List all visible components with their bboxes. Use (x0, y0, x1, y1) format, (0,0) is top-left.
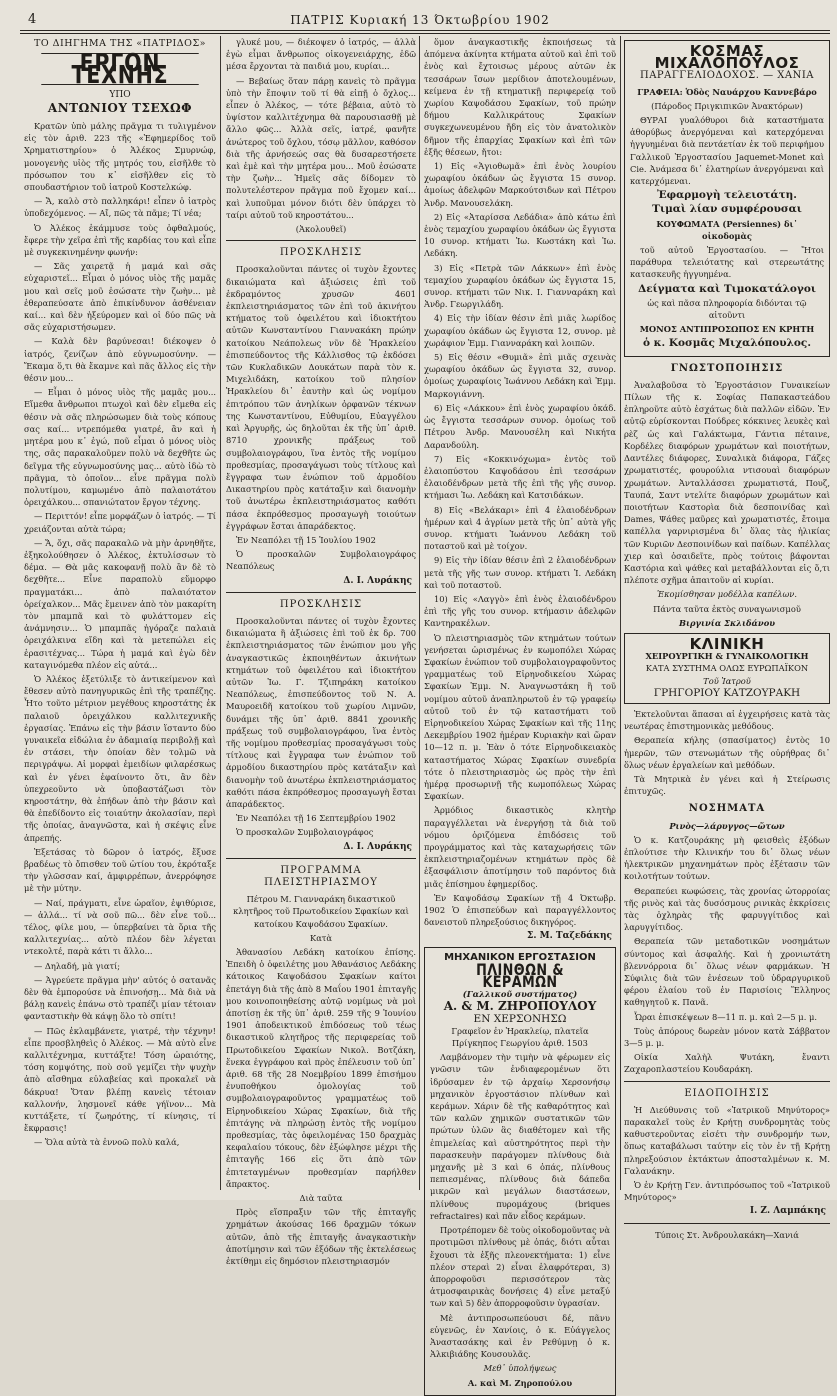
announcement-heading: ΕΙΔΟΠΟΙΗΣΙΣ (684, 1087, 770, 1099)
paragraph: 9) Εἰς τὴν ἰδίαν θέσιν ἐπὶ 2 ἐλαιοδένδρων μετὰ τῆς γῆς των συνορ. κτήματι Ἰ. Λεδάκη καὶ τοῦ ποταστοῦ. (424, 555, 616, 590)
paragraph: Ἐν Καψοδάσῳ Σφακίων τῇ 4 Ὀκτωβρ. 1902 Ὁ ἐπισπεύδων καὶ παραγγέλλοντος δανειστοῦ πληρεξούσιος δικηγόρος. (424, 892, 616, 928)
kosmas-ad (624, 40, 830, 357)
kosmas-ad-office: ΓΡΑΦΕΙΑ: Ὁδὸς Ναυάρχου Καννεβάρο (637, 86, 817, 97)
factory-ad-line-2: ΠΛΙΝΘΩΝ & ΚΕΡΑΜΩΝ (476, 959, 564, 992)
diseases-body (624, 834, 830, 1076)
auction-signature: Σ. Μ. Ταζεδάκης (527, 931, 612, 942)
divider (624, 1081, 830, 1082)
clinic-system: ΚΑΤΑ ΣΥΣΤΗΜΑ ΟΛΩΣ ΕΥΡΩΠΑΪΚΟΝ (645, 663, 809, 674)
auction-program-continuation (424, 36, 616, 928)
paragraph: — Ἄ, ὄχι, σᾶς παρακαλῶ νὰ μὴν ἀρνηθῆτε, ἐξηκολούθησεν ὁ Ἀλέκος, ἐκτυλίσσων τὸ δέμα. — Θὰ μᾶς κακοφανῇ πολὺ ἂν δὲ τὸ δεχθῆτε... Εἶνε παραπολὺ εὔμορφο πραγματάκι... ἀπὸ παλαιότατον ὀρείχαλκον... Μᾶς ἔμεινεν ἀπὸ τὸν μακαρίτη τὸν μπαμπᾶ καὶ τὸ φυλάττομεν εἰς ἀνάμνησιν... Ὁ μπαμπᾶς ἠγόραζε παλαιὰ ὀρειχάλκινα εἴδη καὶ τὰ μετεπώλει εἰς ἐρασιτέχνας... Τώρα ἡ μαμά καὶ ἐγὼ δὲν καταγινόμεθα πλέον εἰς αὐτά... (24, 537, 216, 670)
kosmas-ad-h1: Ἐφαρμογὴ τελειοτάτη. (657, 189, 797, 202)
paragraph: Ὁ Ἀλέκος ἐξετύλιξε τὸ ἀντικείμενον καὶ ἔθεσεν αὐτὸ πανηγυρικῶς ἐπὶ τῆς τραπέζης. Ἦτο τοῦτο μέτριον μεγέθους κηροστάτης ἐκ παλαιοῦ ὀρειχάλκου καλλιτεχνικῆς ἐργασίας. Ἐπάνω εἰς τὴν βάσιν ἵσταντο δύο γυναικεῖα εἰδώλια ἐν ἀδαμιαίᾳ περιβολῇ καὶ ἐν στάσει, τὴν ὁποίαν δὲν τολμῶ νὰ περιγράψω. Αἱ μορφαὶ ἐμειδίων φιλαρέσκως καὶ ἐν γένει ἐφαίνοντο ὅτι, ἂν δὲν ὑπεχρεοῦντο νὰ ὑποβαστάζωσι τὸν κηροστάτην, θὰ ἐπήδων ἀπὸ τὴν βάσιν καὶ θὰ ἐπεδίδοντο εἰς τοιαύτην ἀκολασίαν, περὶ τῆς ὁποίας, ἀναγνῶστα, καὶ ἡ σκέψις εἶνε ἀπρεπής. (24, 673, 216, 843)
paragraph: Οἰκία Χαλὴλ Ψυτάκη, ἔναντι Ζαχαροπλαστείου Κουδαράκη. (624, 1052, 830, 1075)
clinic-ad (624, 633, 830, 704)
kosmas-ad-text-2: τοῦ αὐτοῦ Ἐργοστασίου. — Ἤτοι παράθυρα τελειότατης καὶ στερεωτάτης κατασκευῆς ἠγγυημένα. (630, 245, 824, 280)
page-number: 4 (28, 12, 37, 27)
story-author: ΑΝΤΩΝΙΟΥ ΤΣΕΧΩΦ (47, 100, 193, 115)
paragraph: — Εἶμαι ὁ μόνος υἱὸς τῆς μαμᾶς μου... Εἴμεθα ἄνθρωποι πτωχοὶ καὶ δὲν εἴμεθα εἰς θέσιν νὰ σᾶς πληρώσωμεν διὰ τοὺς κόπους σας καί... ντρεπόμεθα γιατρέ, ἂν καὶ ἡ μητέρα μου κ᾽ ἐγώ, ποῦ εἶμαι ὁ μόνος υἱὸς της, σᾶς παρακαλοῦμεν πολὺ νὰ δεχθῆτε ὡς δεῖγμα τῆς εὐγνωμοσύνης μας... αὐτὸ ἰδὼ τὸ πρᾶγμα, τὸ ὁποῖον... εἶνε πρᾶγμα πολὺ πολυτίμου, καμωμένο ἀπὸ παλαιοτάτου ὀρειχάλκου... σπανιώτατον ἔργον τέχνης. (24, 387, 216, 508)
column-1-story (24, 36, 216, 1190)
hat-workshop-note-2: Πάντα ταῦτα ἐκτὸς συναγωνισμοῦ (653, 603, 801, 614)
auction-program-diataxis: Διὰ ταῦτα (299, 1193, 343, 1204)
diseases-heading: ΝΟΣΗΜΑΤΑ (688, 803, 766, 815)
notice-2-heading: ΠΡΟΣΚΛΗΣΙΣ (279, 598, 363, 610)
kosmas-ad-sub: ΠΑΡΑΓΓΕΛΙΟΔΟΧΟΣ. — ΧΑΝΙΑ (639, 70, 815, 82)
story-continuation (226, 36, 416, 221)
announcement-signature: Ι. Ζ. Λαμπάκης (749, 1206, 826, 1217)
notice-heading: ΓΝΩΣΤΟΠΟΙΗΣΙΣ (670, 362, 784, 374)
divider (226, 858, 416, 859)
announcement-text: Ἡ Διεύθυνσις τοῦ «Ἰατρικοῦ Μηνύτορος» παρακαλεῖ τοὺς ἐν Κρήτῃ συνδρομητὰς τοὺς καθυστεροῦντας εἰσέτι τὴν συνδρομήν των, ὅπως καταβάλωσι ταύτην εἰς τὸν ἐν τῇ Κρήτῃ πληρεξούσιον ἐκτάκτων ἀποσταλμένων κ. Μ. Γαλανάκην. (624, 1104, 830, 1176)
notice-2-place: Ἐν Νεαπόλει τῇ 16 Σεπτεμβρίου 1902 (236, 813, 396, 824)
masthead-rule (20, 30, 830, 31)
paragraph: 5) Εἰς θέσιν «Θυμιᾶ» ἐπὶ μιᾶς σχεινὰς χωραφίου ὀκάδων ὡς ἔγγιστα 32, συνορ. ὁμοίως χωραφίοις Ἰωάννου Λεδάκη καὶ Ἐμμ. Μαρκογιάννη. (424, 352, 616, 399)
divider (226, 592, 416, 593)
paragraph: Μὲ ἀντιπροσωπεύουσι δέ, πᾶνυ εὐγενῶς, ἐν Χανίοις, ὁ κ. Εὐάγγελος Ἀναστασάκης καὶ ἐν Ρεθύμνῃ ὁ κ. Ἀλκιβιάδης Κουσουλᾶς. (430, 1312, 610, 1360)
diseases-subheading: Ρινὸς—λάρυγγος—ὤτων (669, 820, 785, 831)
paragraph: Κρατῶν ὑπὸ μάλης πρᾶγμα τι τυλιγμένον εἰς τὸν ἀριθ. 223 τῆς «Ἐφημερίδος τοῦ Χρηματιστηρίου» ὁ Ἀλέκος Σμυρνώφ, μονογενὴς υἱὸς τῆς μητρός του, εἰσῆλθε τὸ πρόσωπον του κ᾽ εἰσῆλθεν εἰς τὸ σπουδαστήριον τοῦ ἰατροῦ Κοστελκώφ. (24, 121, 216, 193)
paragraph: Ἀρμόδιος δικαστικὸς κλητὴρ παραγγέλλεται νὰ ἐνεργήσῃ τὰ διὰ τοῦ νόμου ὁριζόμενα ἐπιδόσεις τοῦ προγράμματος καὶ τὰς καταχωρήσεις τῶν ἐκπλειστηριαζομένων κτημάτων πρὸς δὲ ἐξασφάλισιν ἀποτίμησιν τοῦ παρόντος διὰ μιᾶς ἐπίσημου ἐφημερίδος. (424, 805, 616, 889)
paragraph: γλυκέ μου, — διέκοψεν ὁ ἰατρός, — ἀλλὰ ἐγὼ εἶμαι ἄνθρωπος οἰκογενειάρχης, ἐδῶ μέσα ἔρχονται τὰ παιδιά μου, κυρίαι... (226, 37, 416, 72)
auction-program-intro: Πέτρου Μ. Γιανναράκη δικαστικοῦ κλητῆρος τοῦ Πρωτοδικείου Σφακίων καὶ κατοίκου Καψοδάσου Σφακίων. (233, 894, 409, 929)
story-continued-note: (Ἀκολουθεῖ) (295, 224, 347, 235)
column-divider (620, 36, 621, 1190)
paragraph: — Δηλαδή, μὰ γιατί; (34, 960, 121, 971)
clinic-doctor-name: ΓΡΗΓΟΡΙΟΥ ΚΑΤΖΟΥΡΑΚΗ (653, 686, 801, 699)
notice-1-role: Ὁ προσκαλῶν Συμβολαιογράφος Νεαπόλεως (226, 549, 416, 572)
clinic-body (624, 708, 830, 797)
paragraph: Ὁ Ἀλέκος ἐκάμμυσε τοὺς ὀφθαλμούς, ἔφερε τὴν χεῖρα ἐπὶ τῆς καρδίας του καὶ εἶπε μὲ συγκεκινημένην φωνήν: (24, 222, 216, 258)
divider (624, 1223, 830, 1224)
clinic-title: ΚΛΙΝΙΚΗ (689, 634, 765, 653)
masthead-title: ΠΑΤΡΙΣ Κυριακή 13 Όκτωβρίου 1902 (290, 13, 550, 27)
kosmas-ad-text-1: ΘΥΡΑΙ γυαλόθυροι διὰ καταστήματα ἀθορύβως ἀνεργόμεναι καὶ κατερχόμεναι ἠγγυημέναι διὰ πεντάετίαν ἐκ τοῦ περιφήμου Γαλλικοῦ Ἐργοστασίου Jaquemet-Monet καὶ Cie. Ἀνάμεσα δι᾽ ἐλατηρίων ἀνεργόμεναι καὶ κατερχόμεναι. (630, 115, 824, 187)
factory-ad-footer-1: Μεθ᾽ ὑπολήψεως (483, 1363, 557, 1374)
paragraph: Προτρέπομεν δὲ τοὺς οἰκοδομοῦντας νὰ προτιμῶσι πλίνθους μὲ ὀπάς, διότι αὗται ἔχουσι τὰ ἑξῆς πλεονεκτήματα: 1) εἶνε πλέον στεραὶ 2) εἶναι ἐλαφρότεραι, 3) ἀπορροφοῦσι περισσότερον τὰς ἀτμοσφαιρικὰς δονήσεις 4) εἶνε μεταξύ των καὶ 5) δὲν ἀπορροφοῦσιν ὑγρασίαν. (430, 1225, 610, 1309)
auction-program-kata: Κατὰ (310, 932, 332, 943)
paragraph: Ὧραι ἐπισκέψεων 8—11 π. μ. καὶ 2—5 μ. μ. (634, 1011, 818, 1022)
auction-program-text: Ἀθανασίου Λεδάκη κατοίκου ἐπίσης. Ἐπειδὴ ὁ ὀφειλέτης μου Ἀθανάσιος Λεδάκης κάτοικος Καψοδάσου Σφακίων καίτοι ἐπετάγη διὰ τῆς ἀπὸ 8 Μαΐου 1901 ἐπιταγῆς μου κοινοποιηθείσης αὐτῷ νομίμως νὰ μοὶ ἀποτίσῃ ἐκ τῆς ὑπ᾽ ἀριθ. 259 τῆς 9 Ἰουνίου 1901 ἀποδεικτικοῦ ἐπιδόσεως τοῦ τέως δικαστικοῦ κλητῆρος τῆς περιφερείας τοῦ Πρωτοδικείου Σφακίων Νικολ. Βοτζάκη, ἕνεκα ἐγγράφου καὶ πρὸς ἐπέλευσιν τοῦ ὑπ᾽ ἀριθ. 68 τῆς 28 Νοεμβρίου 1899 ἐπισήμου ἐνυποθήκου ὁμολογίας τοῦ συμβολαιογραφοῦντος γραμματέως τοῦ Εἰρηνοδικείου Χώρας Σφακίων, διὰ τῆς ἐπιτάγης νὰ πληρώσῃ ἐντὸς τῆς νομίμου προθεσμίας, τὰς ὀφειλομένας 150 δραχμὰς κεφαλαίου τόκους, δὲν ἐξώφλησε μέχρι τῆς ἐπιταγῆς 166 εἰς ὅτι ἀπὸ τῶν ἐπιτεταγμένων προθεσμίαν παρήλθεν ἄπρακτος. (226, 947, 416, 1189)
paragraph: — Καλὰ δὲν βαρύνεσαι! διέκοψεν ὁ ἰατρός, ζενίζων ἀπὸ εὐγνωμοσύνην. — Ἔκαμα ὅ,τι θὰ ἔκαμνε καὶ πᾶς ἄλλος εἰς τὴν θέσιν μου... (24, 336, 216, 384)
paragraph: Ἐκτελοῦνται ἅπασαι αἱ ἐγχειρήσεις κατὰ τὰς νεωτέρας ἐπιστημονικὰς μεθόδους. (624, 708, 830, 732)
factory-ad-footer-2: Α. καὶ Μ. Ζηροπούλου (467, 1377, 573, 1388)
notice-1-signature: Δ. Ι. Λυράκης (343, 575, 412, 586)
story-body (24, 120, 216, 1149)
paragraph: — Περιττόν! εἶπε μορφάζων ὁ ἰατρός. — Τί χρειάζονται αὐτὰ τώρα; (24, 511, 216, 534)
factory-ad-line-3: (Γαλλικοῦ συστήματος) (462, 989, 578, 1000)
notice-1-heading: ΠΡΟΣΚΛΗΣΙΣ (279, 247, 363, 259)
hat-workshop-note: Ἐκομίσθησαν μοδέλλα καπέλων. (657, 589, 797, 600)
paragraph: 1) Εἰς «Ἀγιοθωμᾶ» ἐπὶ ἑνὸς λουρίου χωραφίου ὀκάδων ὡς ἔγγιστα 15 συνορ. ἀμοίως ἀδελφῶν Μαρκούτσιδων καὶ Πέτρου Ἀνδρ. Μανουσελάκη. (424, 161, 616, 208)
paragraph: — Ναί, πράγματι, εἶνε ὡραῖον, ἐψιθύρισε, — ἀλλά... τί νὰ σοῦ πῶ... δὲν εἶνε τοῦ... τέλος, φίλε μου, — ὑπερβαίνει τὰ ὅρια τῆς καλλιτεχνίας... αὐτὸ πλέον δὲν λέγεται ντεκολτέ, παρὰ κάτι τι ἄλλο... (24, 897, 216, 957)
paragraph: Ὁ πλειστηριασμὸς τῶν κτημάτων τούτων γενήσεται ὡρισμένως ἐν κωμοπόλει Χώρας Σφακίων ἐνώπιον τοῦ συμβολαιογραφοῦντος γραμματέως τοῦ Εἰρηνοδικείου Χώρας Σφακίων Ἐμμ. Ν. Ἀναγνωστάκη ἢ τοῦ νομίμου αὐτοῦ ἀναπληρωτοῦ ἐν τῷ γραφείῳ αὐτοῦ τοῦ ἐν τῷ καταστήματι τοῦ Εἰρηνοδικείου Χώρας Σφακίων καὶ τῆς 11ης Δεκεμβρίου 1902 ἡμέραν Κυριακὴν καὶ ὥραν 10—12 π. μ. Ἐὰν ὁ τότε Εἰρηνοδικειακὸς καταστήματος Χώρας Σφακίων συνεδρία τότε ὁ πλειστηριασμὸς ὡς πρὸς τὴν ἐπὶ ἡμέρᾳ προσωρινῇ τῆς κωμοπόλεως Χώρας Σφακίων. (424, 632, 616, 802)
kosmas-ad-h5: ΜΟΝΟΣ ΑΝΤΙΠΡΟΣΩΠΟΣ ΕΝ ΚΡΗΤΗ (639, 324, 815, 335)
paragraph: Τὰ Μητρικὰ ἐν γένει καὶ ἡ Στείρωσις ἐπιτυχῶς. (624, 773, 830, 797)
paragraph: — Ἀγρεύετε πρᾶγμα μὴν' αὐτός ὁ σατανᾶς δὲν θὰ ἐμπορούσε νὰ ἐπινοήσῃ... Μὰ διὰ νὰ βάλῃ κανεὶς ἐπάνω στὸ τραπέζι μίαν τέτοιαν φανταστικὴν θὰ κάψῃ ὅλο τὸ σπίτι! (24, 974, 216, 1022)
story-title: ΕΡΓΟΝ ΤΕΧΝΗΣ (41, 53, 198, 84)
story-by: ΥΠΟ (109, 89, 131, 100)
notice-1-place: Ἐν Νεαπόλει τῇ 15 Ἰουλίου 1902 (236, 534, 376, 545)
factory-ad-body (430, 1051, 610, 1360)
kosmas-ad-h2: Τιμαὶ λίαν συμφέρουσαι (652, 203, 802, 216)
kosmas-ad-h3: ΚΟΥΦΩΜΑΤΑ (Persiennes) δι᾽ οἰκοδομὰς (656, 218, 798, 241)
column-divider (419, 36, 420, 1190)
clinic-subtitle: ΧΕΙΡΟΥΡΓΙΚΗ & ΓΥΝΑΙΚΟΛΟΓΙΚΗ (645, 651, 809, 662)
clinic-doctor-label: Τοῦ Ἰατροῦ (703, 675, 751, 686)
hat-workshop-text: Ἀναλαβοῦσα τὸ Ἐργοστάσιον Γυναικείων Πίλων τῆς κ. Σοφίας Παπακαστεάδου ἐπληροῦτε αὐτὸ ἐσχάτως διὰ παλλῶν εἰδῶν. Ἐν αὐτῷ εὑρίσκονται Πούδρες κόκκινες λευκὲς καὶ ρὲζ ὡς καὶ Γαλάκτωμα, Γάντια πέταινε, Κορδέλες διαφόρων χρωμάτων καὶ ποιοτήτων, Δαντέλες διάφορες, Συναλικὰ διάφορα, Γάζες χρωματιστές, φουρούλια ντισουαὶ διαφόρων χρωμάτων. Ἀνταλλάσσει χρωματιστά, Πουζ, Ταυπά, Σαντ ντελίτε διαφόρων χρωμάτων καὶ ποιοτήτων Καστορὶα διὰ δεσποινίδας καὶ Dames, Ψάθες μαῦρες καὶ χρωματιστές, ἔτοιμα καπέλλα γαρνιρισμένα δι᾽ ὅλας τὰς ἡλικίας τῶν Κυριῶν Δεσποινίδων καὶ παίδων. Καπέλλας χιερ καὶ ὀσαιδεῖτε, πρὸς τούτοις βάφονται Καστόρια καὶ ψάθες καὶ μεταβάλλονται εἰς ὅ,τι πλέποτε σχῆμα ἀπαιτοῦν αἱ κυρίαι. (624, 379, 830, 586)
hat-workshop-signature: Βιργινία Σκλιδάνου (679, 617, 775, 628)
paragraph: — Βεβαίως ὅταν πάρῃ κανεὶς τὸ πρᾶγμα ὑπὸ τὴν ἔποψιν τοῦ τί θὰ εἰπῇ ὁ ὄχλος... εἶπεν ὁ Ἀλέκος, — τότε βέβαια, αὐτὸ τὸ ὑψίστον καλλιτέχνημα θὰ παρουσιασθῇ μὲ ἄλλο φῶς... Ἀλλὰ σεῖς, ἰατρέ, φανῆτε ἀνώτερος τοῦ ὄχλου, τόσῳ μᾶλλον, καθόσον διὰ τῆς ἀρνήσεώς σας θὰ δυσαρεστήσετε καὶ ἐμὲ καὶ τὴν μητέρα μου... Μοῦ ἐσώσατε τὴν ζωὴν... Ἡμεῖς σᾶς δίδομεν τὸ πολυτελέστερον πρᾶγμα ποῦ ἔχομεν καί... καὶ λυποῦμαι μόνον διότι δὲν ὑπάρχει τὸ ταίρι αὐτοῦ τοῦ κηροστάτου... (226, 75, 416, 220)
notice-2-role: Ὁ προσκαλῶν Συμβολαιογράφος (236, 827, 374, 838)
kosmas-ad-name: ΚΟΣΜΑΣ ΜΙΧΑΛΟΠΟΥΛΟΣ (654, 42, 800, 73)
auction-program-heading: ΠΡΟΓΡΑΜΜΑ ΠΛΕΙΣΤΗΡΙΑΣΜΟΥ (264, 864, 378, 888)
kosmas-ad-location: (Πάροδος Πριγκιπικῶν Ἀνακτόρων) (651, 100, 803, 111)
paragraph: Θεραπεύει κωφώσεις, τὰς χρονίας ὠτορροίας τῆς ρινὸς καὶ τὰς δυσόσμους ρινικὰς ἐκκρίσεις τὰς ὀχληρὰς τῆς φαρυγγίτιδος καὶ λαρυγγίτιδος. (624, 885, 830, 933)
notice-2-text: Προσκαλοῦνται πάντες οἱ τυχὸν ἔχοντες δικαιώματα ἢ ἀξιώσεις ἐπὶ τοῦ ἐκ δρ. 700 ἐκπλειστηριάσματος τῶν ἐνώπιον μου γῆς ἀναγκαστικῶς ἐκποιηθέντων ἀκινήτων κτημάτων τοῦ ὀφειλέτου καὶ ἰδιοκτήτου αὐτῶν Ἰω. Γ. Τζιπηράκη κατοίκου Νεαπόλεως, ἐπισπεύδοντος τοῦ Ν. Α. Μαυροειδῆ κατοίκου τοῦ χωρίου Λιμνῶν, δυνάμει τῆς ὑπ᾽ ἀριθ. 8841 χρονικῆς πράξεως τοῦ συμβολαιογράφου, ἵνα ἐντὸς τῆς νομίμου προθεσμίας προσαγάγωσι τοὺς τίτλους καὶ ἔγγραφα των ἐνώπιον τοῦ ἁρμοδίου δικαστηρίου πρὸς κατάταξιν καὶ διανομὴν τοῦ ἀνωτέρω ἐκπλειστηριάσματος καθότι πάσα ἐκπρόθεσμος προσαγωγὴ ἔσται ἀπαράδεκτος. (226, 615, 416, 809)
paragraph: — Ἄ, καλὸ στὸ παλληκάρι! εἶπεν ὁ ἰατρὸς ὑποδεχόμενος. — Αἴ, πῶς τὰ πᾶμε; Τί νέα; (24, 196, 216, 219)
paragraph: 8) Εἰς «Βελάκαρι» ἐπὶ 4 ἐλαιοδένδρων ἡμέρων καὶ 4 ἀγρίων μετὰ τῆς ὑπ᾽ αὐτὰ γῆς συνορ. κτήματι Ἰωάννου Λεδάκη τοῦ ποταστοῦ καὶ μὲ τοίχον. (424, 504, 616, 552)
paragraph: Τοὺς ἀπόρους δωρεὰν μόνον κατὰ Σάββατον 3—5 μ. μ. (624, 1025, 830, 1049)
factory-ad-line-5: ΕΝ ΧΕΡΣΟΝΗΣΩ (473, 1012, 567, 1025)
paragraph: 2) Εἰς «Ἀταρίσσα Λεδάδια» ἀπὸ κάτω ἐπὶ ἑνὸς τεμαχίου χωραφίου ὀκάδων ὡς ἔγγιστα 10 συνορ. κτήματι Ἰω. Κωστάκη καὶ Ἰω. Λεδάκη. (424, 211, 616, 259)
factory-ad-office: Γραφεῖον ἐν Ἡρακλείῳ, πλατεῖα Πρίγκηπος Γεωργίου ἀριθ. 1503 (451, 1025, 589, 1049)
paragraph: Θεραπεία τῶν μεταδοτικῶν νοσημάτων σύντομος καὶ ἀσφαλής. Καὶ ἡ χρονιωτάτη βλεννόρροια δι᾽ ὅλως νέων φαρμάκων. Ἡ Σύφιλις διὰ τῶν ἐνέσεων τοῦ ὑδραργυρικοῦ φέρου ἐλαίου τοῦ ἐν Παρισίοις Ἕλληνος καθηγητοῦ κ. Πανᾶ. (624, 936, 830, 1008)
kosmas-ad-text-3: ὡς καὶ πᾶσα πληροφορία διδόνται τῷ αἰτοῦντι (647, 297, 807, 321)
paragraph: — Σᾶς χαιρετᾷ ἡ μαμά καὶ σᾶς εὐχαριστεῖ... Εἶμαι ὁ μόνος υἱὸς τῆς μαμᾶς μου καὶ σεῖς μοῦ ἐσώσατε τὴν ζωὴν... μὲ ἐθεραπεύσατε ἀπὸ ἐπικίνδυνον ἀσθένειαν καί... καὶ δὲν ἠξεύρομεν καὶ οἱ δύο πῶς νὰ σᾶς εὐχαριστήσωμεν. (24, 261, 216, 333)
column-2 (226, 36, 416, 1267)
kosmas-ad-h6: ὁ κ. Κοσμᾶς Μιχαλόπουλος. (643, 337, 811, 350)
paragraph: Θεραπεία κήλης (σπασίματος) ἐντὸς 10 ἡμερῶν, τῶν στενωμάτων τῆς οὐρήθρας δι᾽ ὅλως νέων ἐργαλείων καὶ μεθόδων. (624, 735, 830, 770)
column-4 (624, 36, 830, 1240)
kosmas-ad-h4: Δείγματα καὶ Τιμοκατάλογοι (638, 282, 816, 295)
column-3 (424, 36, 616, 1388)
printer-line: Τύποις Στ. Ἀνδρουλακάκη—Χανιά (655, 1229, 799, 1240)
masthead-rule-2 (20, 33, 830, 34)
factory-ad-line-4: Α. & Μ. ΖΗΡΟΠΟΥΛΟΥ (443, 999, 597, 1014)
divider (226, 240, 416, 241)
auction-program-text-2: Πρὸς εἴσπραξιν τῶν τῆς ἐπιταγῆς χρημάτων ἀκούσας 166 δραχμῶν τόκων αὐτῶν, ἀπὸ τῆς ἐπιταγῆς ἀναγκαστικὴν ἀποτίμησιν καὶ τῶν ἐξόδων τῆς ἐκτελέσεως ἐκτίθημι εἰς δημόσιον πλειστηριασμόν (226, 1207, 416, 1267)
paragraph: 7) Εἰς «Κοκκινόχωμα» ἐντὸς τοῦ ἐλαιοπύστου Καψοδάσου ἐπὶ τεσσάρων ἐλαιοδένδρων μετὰ τῆς ἐπὶ τῆς γῆς συνορ. κτήμασι Ἰω. Λεδάκη καὶ Κατσιδάκων. (424, 453, 616, 501)
factory-ad (424, 947, 616, 1396)
paragraph: Ὁ κ. Κατζουράκης μὴ φεισθεὶς ἐξόδων ἐπλούτισε τὴν Κλινικήν του δι᾽ ὅλως νέων ἠλεκτρικῶν μηχανημάτων πρὸς ἐξέτασιν τῶν κοιλοτήτων τούτων. (624, 834, 830, 882)
paragraph: — Πῶς ἐκλαμβάνετε, γιατρέ, τὴν τέχνην! εἶπε προσβληθεὶς ὁ Ἀλέκος. — Μὰ αὐτὸ εἶνε καλλιτέχνημα, κυττάξτε! Τόση ὡραιότης, τόση κομψότης, ποὺ σοῦ γεμίζει τὴν ψυχὴν ἀπὸ αἴσθημα εὐλαβείας καὶ προκαλεῖ νὰ δάκρυα! Ὅταν βλέπῃ κανεὶς τέτοιαν καλλονήν, λησμονεῖ κάθε γήϊνον... Μὰ κυττάξετε, τί ζωηρότης, τί κίνησις, τί ἔκφρασις! (24, 1025, 216, 1134)
column-divider (220, 36, 221, 1190)
paragraph: ὅμον ἀναγκαστικῆς ἐκποιήσεως τὰ ἀπόμενα ἀκίνητα κτήματα αὐτοῦ καὶ ἐπὶ τοῦ ἑνὸς καὶ ἔχτοισως μέρους αὐτῶν ἐκ τεσσάρων ἴσων μερίδιον ἀποτελουμένων, κείμενα ἐν τῇ κτηματικῇ περιφερείᾳ τοῦ χωρίου Καψοδάσου Σφακίων, τοῦ πρώην δήμου Καλλικράτους Σφακίων συγκεχωνευμένου ἤδη εἰς τὸν ἀνατολικὸν δῆμον τῆς ἐπαρχίας Σφακίων καὶ ἐπὶ τῶν ἑξῆς θέσεων, ἤτοι: (424, 37, 616, 157)
paragraph: 6) Εἰς «Λάκκου» ἐπὶ ἑνὸς χωραφίου ὀκάδ. ὡς ἔγγιστα τεσσάρων συνορ. ὁμοίως τοῦ Πέτρου Ἀνδρ. Μανουσέλη καὶ Νικήτα Δαρανδούλη. (424, 402, 616, 450)
paragraph: 4) Εἰς τὴν ἰδίαν θέσιν ἐπὶ μιᾶς λωρίδος χωραφίου ὀκάδων ὡς ἔγγιστα 12, συνορ. μὲ χωράφιον Ἐμμ. Γιανναράκη καὶ λοιπῶν. (424, 313, 616, 348)
paragraph: 10) Εἰς «Λαγγὸ» ἐπὶ ἑνὸς ἐλαιοδένδρου ἐπὶ τῆς γῆς του συνορ. κτήμασιν ἀδελφῶν Καντηρακέλων. (424, 593, 616, 629)
masthead (0, 8, 837, 28)
announcement-text-2: Ὁ ἐν Κρήτῃ Γεν. ἀντιπρόσωπος τοῦ «Ἰατρικοῦ Μηνύτορος» (624, 1180, 830, 1203)
notice-2-signature: Δ. Ι. Λυράκης (343, 841, 412, 852)
paragraph: 3) Εἰς «Πετρὰ τῶν Λάκκων» ἐπὶ ἑνὸς τεμαχίου χωραφίου ὀκάδων ὡς ἔγγιστα 15, συνορ. κτήματι τῶν Νικ. Ι. Γιανναράκη καὶ Ἀνδρ. Γεωργιλάδη. (424, 262, 616, 310)
paragraph: Ἐξετάσας τὸ δῶρον ὁ ἰατρός, ἔξυσε βραδέως τὸ ὄπισθεν τοῦ ὠτίου του, ἐκρόταξε τὴν γλῶσσαν καί, ἀμφιρρέπων, ἀνερρόφησε μὲ τὴν μύτην. (24, 846, 216, 894)
factory-ad-line-1: ΜΗΧΑΝΙΚΟΝ ΕΡΓΟΣΤΑΣΙΟΝ (444, 951, 596, 963)
notice-1-text: Προσκαλοῦνται πάντες οἱ τυχὸν ἔχοντες δικαιώματα καὶ ἀξιώσεις ἐπὶ τοῦ ἐκδραμόντος χρυσῶν 4601 ἐκπλειστηριάσματος τῶν ἐπὶ τοῦ ἀκινήτου κτήματος τοῦ ὀφειλέτου καὶ ἰδιοκτήτου αὐτῶν Κωνσταντίνου Γιαννακάκη πρώην κατοίκου Νεάπολεως νῦν δὲ Ἡρακλείου ἐπισπεύδοντος τῆς Κάλλισθος τῷ ἐκδόσει τῶν Κυκλαδικῶν Δουκάτων παρὰ τὸν κ. Μιχελιδάκη, κατοίκου τοῦ πλησίον Ἡρακλείου δι᾽ ἑαυτὴν καὶ ὡς νομίμου ἐπιτρόπου τῶν ἀνηλίκων ὀρφανῶν τέκνων της Κωνσταντίνου, Εὐθυμίου, Εὐαγγέλου καὶ Ἀργυρῆς, ὡς δηλοῦται ἐκ τῆς ὑπ᾽ ἀριθ. 8710 χρονικῆς πράξεως τοῦ συμβολαιογράφου, ἵνα ἐντὸς τῆς νομίμου προθεσμίας, προσαγάγωσι τοὺς τίτλους καὶ ἔγγραφα των ἐνώπιον τοῦ ἁρμοδίου Δικαστηρίου πρὸς κατάταξιν καὶ διανομὴν τοῦ ἀνωτέρω ἐκπλειστηριάσματος καθότι πάσα ἐκπρόθεσμος προσαγωγὴ τοιούτων ἐγγράφων ἔσται ἀπαράδεκτος. (226, 264, 416, 531)
paragraph: Λαμβάνομεν τὴν τιμὴν νὰ φέρωμεν εἰς γνῶσιν τῶν ἐνδιαφερομένων ὅτι ἱδρύσαμεν ἐν τῷ ἀρχαίῳ Χερσονήσῳ μηχανικὸν ἐργοστάσιον πλίνθων καὶ κεράμων. Χάριν δὲ τῆς καθαρότητος καὶ τῶν καλῶν χημικῶν συστατικῶν τῶν πρώτων ὑλῶν ἃς διαθέτομεν καὶ τῆς ἐπιμελείας καὶ αὐστηρότητος περὶ τὴν παρασκευὴν παράγομεν πλίνθους διὰ μηχανῆς μὲ 3 καὶ 6 ὀπάς, πλίνθους πεπιεσμένας, πλίνθους διὰ δάπεδα μικρῶν καὶ μεγάλων διαστάσεων, πλίνθους πυρομάχους (briques refractaires) καὶ πᾶν εἶδος κεράμων. (430, 1052, 610, 1221)
story-kicker: ΤΟ ΔΙΗΓΗΜΑ ΤΗΣ «ΠΑΤΡΙΔΟΣ» (33, 38, 206, 49)
paragraph: — Ὅλα αὐτὰ τὰ ἐννοῶ πολὺ καλά, (34, 1137, 180, 1148)
